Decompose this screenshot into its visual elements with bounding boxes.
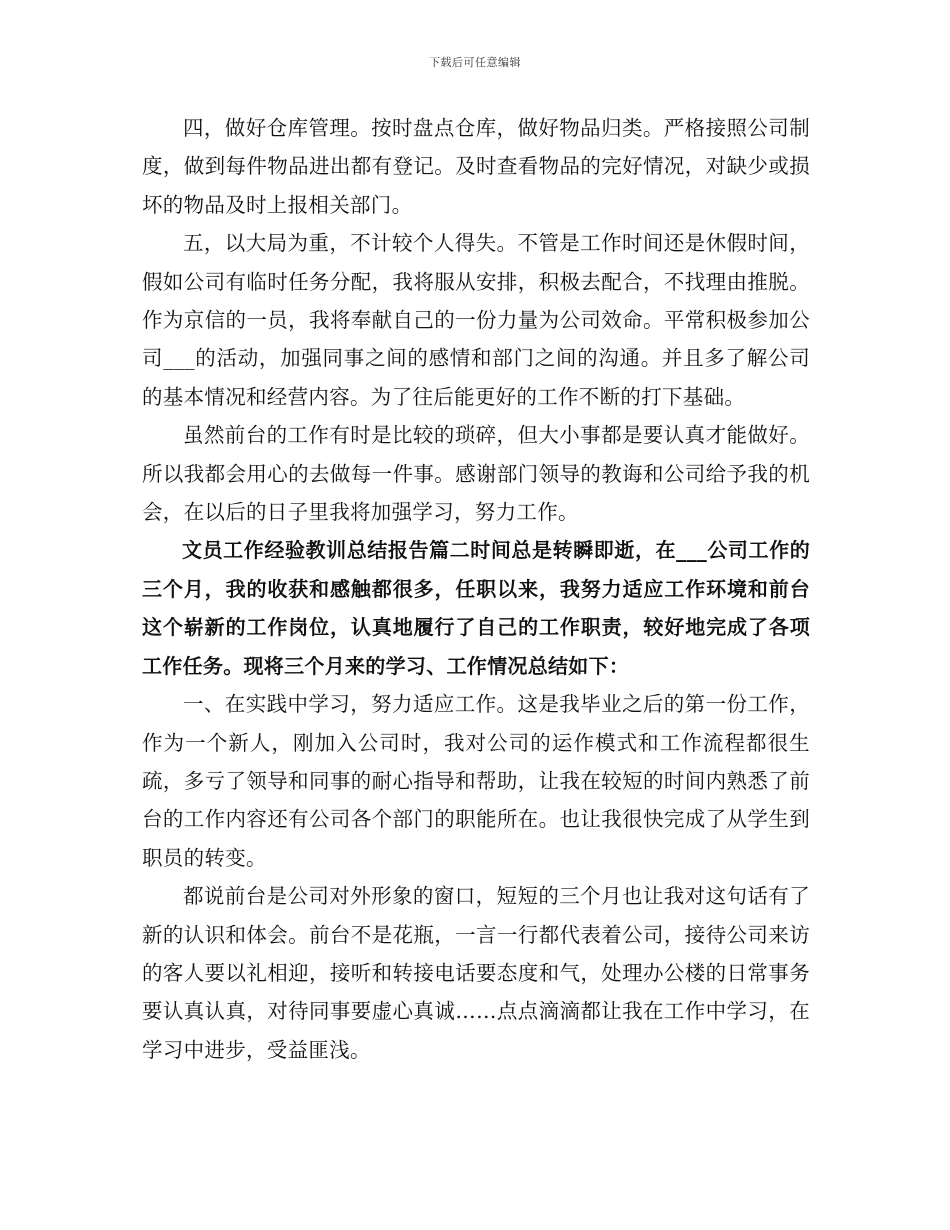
paragraph-overall-situation: 五，以大局为重，不计较个人得失。不管是工作时间还是休假时间，假如公司有临时任务分配，我将服从安排，积极去配合，不找理由推脱。作为京信的一员，我将奉献自己的一份力量为公司效命。平常积极参加公司___的活动，加强同事之间的感情和部门之间的沟通。并且多了解公司的基本情况和经营内容。为了往后能更好的工作不断的打下基础。 — [142, 231, 810, 409]
paragraph-front-desk-work: 虽然前台的工作有时是比较的琐碎，但大小事都是要认真才能做好。所以我都会用心的去做每一件事。感谢部门领导的教诲和公司给予我的机会，在以后的日子里我将加强学习，努力工作。 — [142, 423, 810, 525]
paragraph-report-part-two-intro: 文员工作经验教训总结报告篇二时间总是转瞬即逝，在___公司工作的三个月，我的收获和感触都很多，任职以来，我努力适应工作环境和前台这个崭新的工作岗位，认真地履行了自己的工作职责，较好地完成了各项工作任务。现将三个月来的学习、工作情况总结如下： — [142, 538, 810, 678]
paragraph-warehouse-management: 四，做好仓库管理。按时盘点仓库，做好物品归类。严格接照公司制度，做到每件物品进出都有登记。及时查看物品的完好情况，对缺少或损坏的物品及时上报相关部门。 — [142, 116, 810, 217]
paragraph-company-window: 都说前台是公司对外形象的窗口，短短的三个月也让我对这句话有了新的认识和体会。前台不是花瓶，一言一行都代表着公司，接待公司来访的客人要以礼相迎，接听和转接电话要态度和气，处理办公楼的日常事务要认真认真，对待同事要虚心真诚……点点滴滴都让我在工作中学习，在学习中进步，受益匪浅。 — [142, 884, 810, 1062]
paragraph-learning-in-practice: 一、在实践中学习，努力适应工作。这是我毕业之后的第一份工作，作为一个新人，刚加入公司时，我对公司的运作模式和工作流程都很生疏，多亏了领导和同事的耐心指导和帮助，让我在较短的时间内熟悉了前台的工作内容还有公司各个部门的职能所在。也让我很快完成了从学生到职员的转变。 — [142, 692, 810, 870]
page-header: 下载后可任意编辑 — [429, 56, 521, 69]
document-body — [142, 109, 810, 1069]
